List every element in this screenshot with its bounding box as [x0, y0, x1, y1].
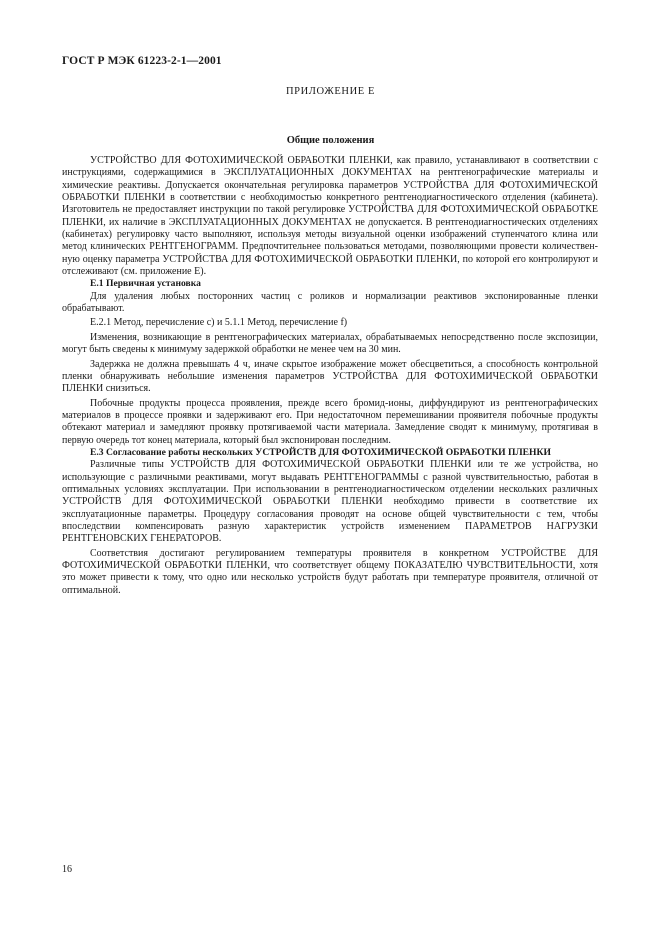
paragraph-byproducts: Побочные продукты процесса проявления, прежде всего бромид-ионы, диффундируют из рентгенографических материалов в процессе проявки и задерживают его. При недостаточном перемешивании проявителя побочные продукты обтекают материал и замедляют проявку протягиваемой части материала. Замедление сводят к минимуму, протягивая в первую очередь тот конец материала, который был экспонирован последним. — [62, 397, 598, 446]
paragraph-method-ref: Е.2.1 Метод, перечисление с) и 5.1.1 Метод, перечисление f) — [90, 317, 348, 329]
paragraph-intro: УСТРОЙСТВО ДЛЯ ФОТОХИМИЧЕСКОЙ ОБРАБОТКИ ПЛЕНКИ, как правило, устанавливают в соответствии с инструкциями, содержащимися в ЭКСПЛУАТАЦИОННЫХ ДОКУМЕНТАХ на рентгенографические материалы и химические реактивы. Допускается окончательная регулировка параметров УСТРОЙСТВА ДЛЯ ФОТОХИМИЧЕСКОЙ ОБРАБОТКИ ПЛЕНКИ в соответствии с необходимостью конкретного рентгенодиагностического отделения (кабинета). Изготовитель не предоставляет инструкции по такой регулировке УСТРОЙСТВА ДЛЯ ФОТОХИМИЧЕСКОЙ ОБРАБОТКЕ ПЛЕНКИ, их наличие в ЭКСПЛУАТАЦИОННЫХ ДОКУМЕНТАХ не допускается. В рентгенодиагностических отделениях (кабинетах) регулировку часто выполняют, используя методы визуальной оценки изображений ступенчатого клина или метод клинических РЕНТГЕНОГРАММ. Предпочтительнее пользоваться методами, позволяющими провести количественную оценку параметра УСТРОЙСТВА ДЛЯ ФОТОХИМИЧЕСКОЙ ОБРАБОТКИ ПЛЕНКИ, по которой его контролируют и отслеживают (см. приложение Е). — [62, 155, 598, 278]
appendix-title: ПРИЛОЖЕНИЕ Е — [285, 86, 376, 97]
page-number: 16 — [62, 864, 72, 875]
document-code: ГОСТ Р МЭК 61223-2-1—2001 — [62, 55, 222, 67]
paragraph-delay: Задержка не должна превышать 4 ч, иначе скрытое изображение может обесцветиться, а способность контрольной пленки обнаруживать небольшие изменения параметров УСТРОЙСТВА ДЛЯ ФОТОХИМИЧЕСКОЙ ОБРАБОТКИ ПЛЕНКИ снизиться. — [62, 358, 598, 395]
section-title: Общие положения — [286, 135, 375, 146]
heading-e3: Е.3 Согласование работы нескольких УСТРОЙСТВ ДЛЯ ФОТОХИМИЧЕСКОЙ ОБРАБОТКИ ПЛЕНКИ — [90, 446, 551, 458]
paragraph-changes: Изменения, возникающие в рентгенографических материалах, обрабатываемых непосредственно после экспозиции, могут быть сведены к минимуму задержкой обработки не менее чем на 30 мин. — [62, 331, 598, 356]
document-body — [62, 155, 598, 597]
paragraph-types: Различные типы УСТРОЙСТВ ДЛЯ ФОТОХИМИЧЕСКОЙ ОБРАБОТКИ ПЛЕНКИ или те же устройства, но использующие с различными реактивами, могут выдавать РЕНТГЕНОГРАММЫ с разной чувствительностью, работая в оптимальных условиях эксплуатации. При использовании в рентгенодиагностическом отделении нескольких различных УСТРОЙСТВ ДЛЯ ФОТОХИМИЧЕСКОЙ ОБРАБОТКИ ПЛЕНКИ необходимо привести в соответствие их эксплуатационные параметры. Процедуру согласования проводят на основе общей чувствительности с тем, чтобы впоследствии компенсировать разную характеристик устройств изменением ПАРАМЕТРОВ НАГРУЗКИ РЕНТГЕНОВСКИХ ГЕНЕРАТОРОВ. — [62, 459, 598, 545]
heading-e1: Е.1 Первичная установка — [90, 278, 201, 290]
paragraph-temperature: Соответствия достигают регулированием температуры проявителя в конкретном УСТРОЙСТВЕ ДЛЯ ФОТОХИМИЧЕСКОЙ ОБРАБОТКИ ПЛЕНКИ, что соответствует общему ПОКАЗАТЕЛЮ ЧУВСТВИТЕЛЬНОСТИ, хотя это может привести к тому, что одно или несколько устройств будут работать при температуре проявителя, отличной от оптимальной. — [62, 547, 598, 596]
paragraph-e1: Для удаления любых посторонних частиц с роликов и нормализации реактивов экспонированные пленки обрабатывают. — [62, 290, 598, 315]
